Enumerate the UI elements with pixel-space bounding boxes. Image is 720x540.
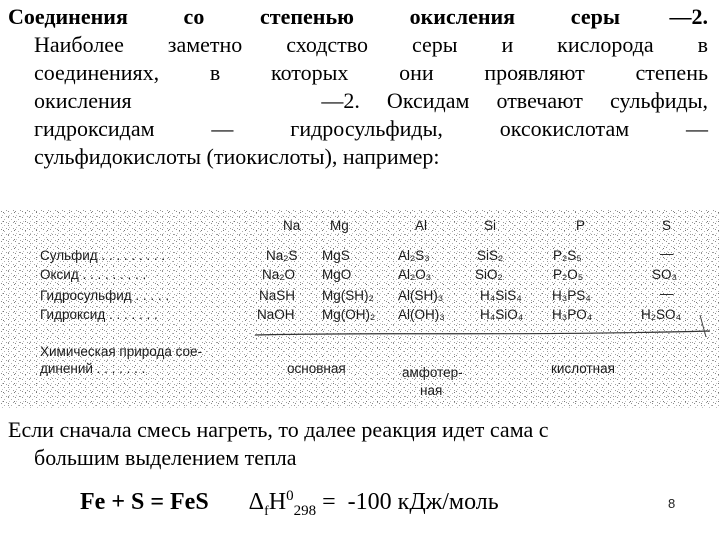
cell-sis2: SiS₂ xyxy=(477,248,504,263)
nature-label-line-1: Химическая природа сое- xyxy=(40,344,203,359)
cell-al-sh3: Al(SH)₃ xyxy=(398,288,444,303)
cell-naoh: NaOH xyxy=(257,307,295,322)
cell-mgo: MgO xyxy=(322,267,352,282)
intro-paragraph xyxy=(8,3,708,171)
intro-heading: Соединения со степенью окисления серы —2. xyxy=(8,4,708,29)
cell-p2o5: P₂O₅ xyxy=(553,267,584,282)
reaction-equation xyxy=(80,488,499,520)
enthalpy-sup-0: 0 xyxy=(286,488,294,504)
row-label-hydrosulfide: Гидросульфид . . . . . xyxy=(40,288,170,303)
cell-h2so4: H₂SO₄ xyxy=(641,307,682,322)
row-label-oxide: Оксид . . . . . . . . . xyxy=(40,267,147,282)
cell-na2s: Na₂S xyxy=(266,248,298,263)
cell-al2s3: Al₂S₃ xyxy=(398,248,430,263)
reaction-paragraph xyxy=(8,416,708,472)
cell-al-oh3: Al(OH)₃ xyxy=(398,307,445,322)
cell-h3po4: H₃PO₄ xyxy=(552,307,593,322)
scanned-table-image xyxy=(0,210,720,408)
enthalpy-h: H xyxy=(268,489,287,515)
nature-label-line-2: динений . . . . . . . xyxy=(40,361,146,376)
cell-p2s5: P₂S₅ xyxy=(553,248,582,263)
intro-line-5: гидроксидам — гидросульфиды, оксокислотам — xyxy=(34,116,708,141)
enthalpy-sub-298: 298 xyxy=(293,502,317,519)
cell-mg-sh2: Mg(SH)₂ xyxy=(322,288,374,303)
cell-h4sis4: H₄SiS₄ xyxy=(480,288,522,303)
cell-h3ps4: H₃PS₄ xyxy=(552,288,591,303)
element-header-si: Si xyxy=(484,218,497,233)
intro-line-2: Наиболее заметно сходство серы и кислорода в xyxy=(34,32,708,57)
element-header-al: Al xyxy=(415,218,428,233)
enthalpy-value: = -100 кДж/моль xyxy=(316,489,499,515)
intro-line-6: сульфидокислоты (тиокислоты), например: xyxy=(34,144,440,169)
page-number: 8 xyxy=(668,496,676,511)
cell-sio2: SiO₂ xyxy=(475,267,503,282)
reaction-line-1: Если сначала смесь нагреть, то далее реакция идет сама с xyxy=(8,417,549,442)
nature-basic: основная xyxy=(287,361,346,376)
element-header-p: P xyxy=(576,218,586,233)
enthalpy-sub-f: f xyxy=(264,503,269,519)
equation-text: Fe + S = FeS xyxy=(80,489,209,515)
element-header-s: S xyxy=(662,218,672,233)
element-header-na: Na xyxy=(283,218,301,233)
reaction-line-2: большим выделением тепла xyxy=(34,445,297,470)
intro-line-4: окисления —2. Оксидам отвечают сульфиды, xyxy=(34,88,708,113)
cell-s-sulfide: — xyxy=(660,246,674,261)
nature-amphoteric-1: амфотер- xyxy=(402,365,463,380)
cell-na2o: Na₂O xyxy=(262,267,295,282)
nature-amphoteric-2: ная xyxy=(420,383,443,398)
cell-mg-oh2: Mg(OH)₂ xyxy=(322,307,376,322)
cell-h4sio4: H₄SiO₄ xyxy=(480,307,524,322)
enthalpy-delta: Δ xyxy=(248,489,265,515)
element-header-mg: Mg xyxy=(330,218,349,233)
row-label-hydroxide: Гидроксид . . . . . . . xyxy=(40,307,158,322)
cell-s-hydrosulfide: — xyxy=(660,286,674,301)
cell-mgs: MgS xyxy=(322,248,350,263)
cell-al2o3: Al₂O₃ xyxy=(398,267,432,282)
row-label-sulfide: Сульфид . . . . . . . . . xyxy=(40,248,166,263)
cell-nash: NaSH xyxy=(259,288,296,303)
nature-acidic: кислотная xyxy=(551,361,615,376)
cell-so3: SO₃ xyxy=(652,267,678,282)
intro-line-3: соединениях, в которых они проявляют степень xyxy=(34,60,708,85)
